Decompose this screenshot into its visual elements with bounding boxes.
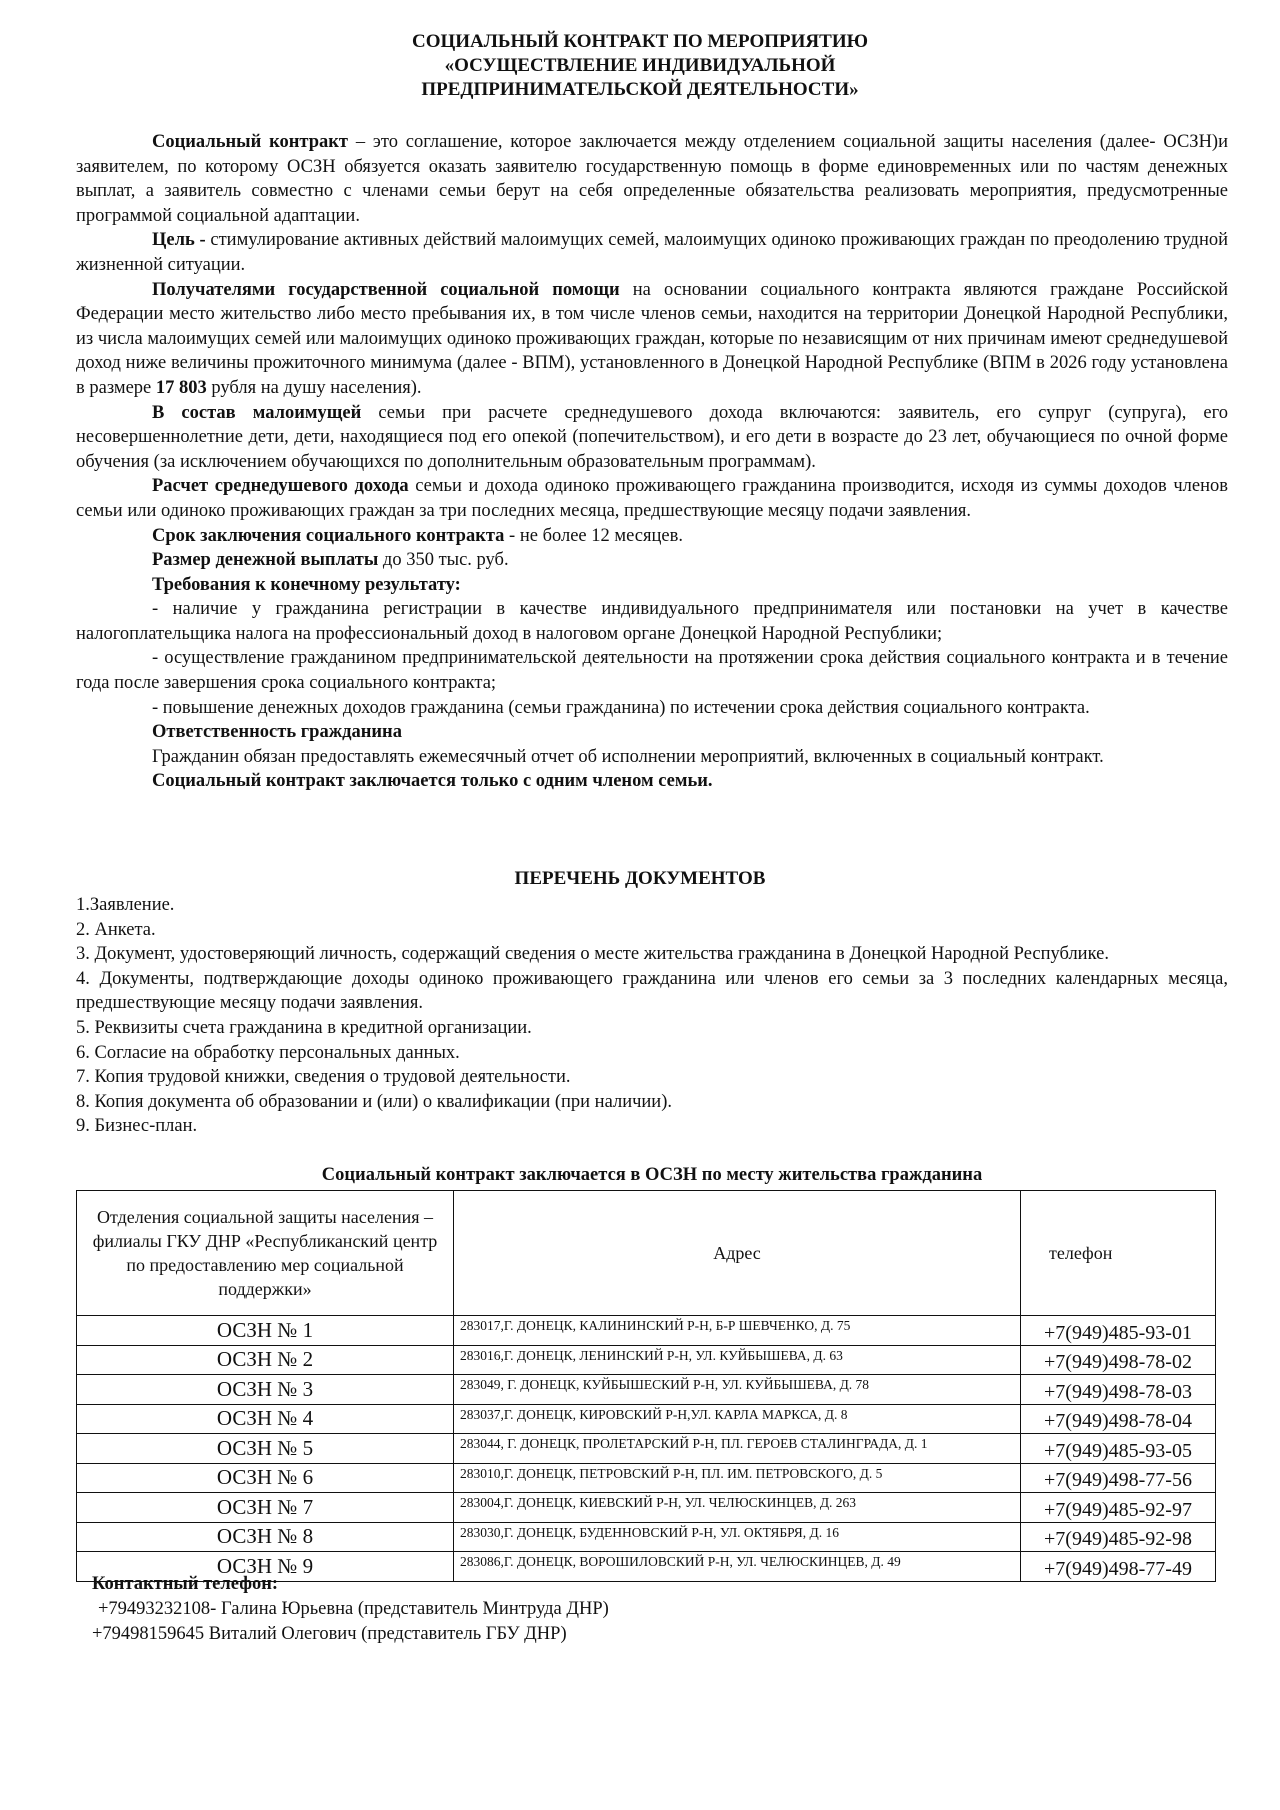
table-row xyxy=(77,1375,1216,1405)
contact-line-2: +79498159645 Виталий Олегович (представитель ГБУ ДНР) xyxy=(92,1624,567,1644)
definition-paragraph xyxy=(76,130,1228,228)
document-item: 6. Согласие на обработку персональных данных. xyxy=(76,1042,460,1063)
offices-table xyxy=(76,1190,1216,1582)
responsibility-heading: Ответственность гражданина xyxy=(152,722,402,743)
recipients-text: на основании социального контракта являются граждане Российской Федерации место жительство либо место пребывания их, в том числе членов семьи, находится на территории Донецкой Народной Республики, из числа малоимущих семей или малоимущих одиноко проживающих граждан, которые по независящим от них причинам имеют среднедушевой доход ниже величины прожиточного минимума (далее - ВПМ), установленного в Донецкой Народной Республике (ВПМ в 2026 году установлена в размере xyxy=(76,279,1228,398)
table-row xyxy=(77,1493,1216,1523)
one-member-note: Социальный контракт заключается только с одним членом семьи. xyxy=(152,771,713,792)
composition-text: семьи при расчете среднедушевого дохода включаются: заявитель, его супруг (супруга), его несовершеннолетние дети, дети, находящиеся под его опекой (попечительством), и его дети в возрасте до 23 лет, обучающиеся по очной форме обучения (за исключением обучающихся по дополнительным образовательным программам). xyxy=(76,402,1228,472)
calculation-paragraph xyxy=(76,474,1228,523)
office-name: ОСЗН № 7 xyxy=(77,1493,454,1523)
title-line-3: ПРЕДПРИНИМАТЕЛЬСКОЙ ДЕЯТЕЛЬНОСТИ» xyxy=(421,79,859,100)
goal-paragraph xyxy=(76,228,1228,277)
calculation-term: Расчет среднедушевого дохода xyxy=(152,476,409,497)
contacts-block xyxy=(92,1572,609,1647)
document-item: 5. Реквизиты счета гражданина в кредитной организации. xyxy=(76,1017,532,1038)
payment-term: Размер денежной выплаты xyxy=(152,550,379,571)
term-paragraph xyxy=(76,524,1228,549)
term-term: Срок заключения социального контракта xyxy=(152,525,505,546)
office-phone: +7(949)485-93-01 xyxy=(1021,1316,1216,1346)
payment-paragraph xyxy=(76,548,1228,573)
office-name: ОСЗН № 9 xyxy=(77,1552,454,1582)
contacts-heading: Контактный телефон: xyxy=(92,1574,279,1594)
document-item: 4. Документы, подтверждающие доходы одиноко проживающего гражданина или членов его семьи за 3 последних календарных месяца, предшествующие месяцу подачи заявления. xyxy=(76,968,1228,1014)
composition-term: В состав малоимущей xyxy=(152,402,362,423)
subsistence-amount: 17 803 xyxy=(155,377,207,398)
office-name: ОСЗН № 5 xyxy=(77,1434,454,1464)
office-address: 283030,Г. ДОНЕЦК, БУДЕННОВСКИЙ Р-Н, УЛ. ОКТЯБРЯ, Д. 16 xyxy=(454,1522,1021,1552)
recipients-text-end: рубля на душу населения). xyxy=(206,377,422,398)
table-row xyxy=(77,1434,1216,1464)
document-title xyxy=(60,30,1220,102)
table-row xyxy=(77,1345,1216,1375)
responsibility-text: Гражданин обязан предоставлять ежемесячный отчет об исполнении мероприятий, включенных в социальный контракт. xyxy=(152,746,1104,767)
office-address: 283010,Г. ДОНЕЦК, ПЕТРОВСКИЙ Р-Н, ПЛ. ИМ. ПЕТРОВСКОГО, Д. 5 xyxy=(454,1463,1021,1493)
office-name: ОСЗН № 2 xyxy=(77,1345,454,1375)
header-address: Адрес xyxy=(454,1191,1021,1316)
document-item: 9. Бизнес-план. xyxy=(76,1116,198,1137)
office-name: ОСЗН № 6 xyxy=(77,1463,454,1493)
definition-term: Социальный контракт xyxy=(152,132,349,152)
term-text: - не более 12 месяцев. xyxy=(504,525,683,546)
office-address: 283016,Г. ДОНЕЦК, ЛЕНИНСКИЙ Р-Н, УЛ. КУЙБЫШЕВА, Д. 63 xyxy=(454,1345,1021,1375)
goal-term: Цель - xyxy=(152,230,206,251)
header-phone: телефон xyxy=(1021,1191,1216,1316)
contact-line-1: +79493232108- Галина Юрьевна (представитель Минтруда ДНР) xyxy=(98,1599,609,1619)
office-phone: +7(949)498-78-04 xyxy=(1021,1404,1216,1434)
office-phone: +7(949)485-93-05 xyxy=(1021,1434,1216,1464)
table-row xyxy=(77,1463,1216,1493)
office-address: 283044, Г. ДОНЕЦК, ПРОЛЕТАРСКИЙ Р-Н, ПЛ. ГЕРОЕВ СТАЛИНГРАДА, Д. 1 xyxy=(454,1434,1021,1464)
requirement-item-1: - наличие у гражданина регистрации в качестве индивидуального предпринимателя или постановки на учет в качестве налогоплательщика налога на профессиональный доход в налоговом органе Донецкой Народной Республики; xyxy=(76,599,1228,644)
requirements-heading: Требования к конечному результату: xyxy=(152,574,461,595)
office-name: ОСЗН № 3 xyxy=(77,1375,454,1405)
requirement-item-3: - повышение денежных доходов гражданина (семьи гражданина) по истечении срока действия социального контракта. xyxy=(152,697,1090,718)
payment-text: до 350 тыс. руб. xyxy=(378,550,509,571)
composition-paragraph xyxy=(76,401,1228,475)
office-phone: +7(949)498-78-03 xyxy=(1021,1375,1216,1405)
office-phone: +7(949)498-77-56 xyxy=(1021,1463,1216,1493)
table-row xyxy=(77,1404,1216,1434)
office-phone: +7(949)485-92-97 xyxy=(1021,1493,1216,1523)
document-item: 8. Копия документа об образовании и (или) о квалификации (при наличии). xyxy=(76,1091,672,1112)
title-line-2: «ОСУЩЕСТВЛЕНИЕ ИНДИВИДУАЛЬНОЙ xyxy=(444,55,836,76)
office-name: ОСЗН № 8 xyxy=(77,1522,454,1552)
office-address: 283049, Г. ДОНЕЦК, КУЙБЫШЕСКИЙ Р-Н, УЛ. КУЙБЫШЕВА, Д. 78 xyxy=(454,1375,1021,1405)
office-address: 283004,Г. ДОНЕЦК, КИЕВСКИЙ Р-Н, УЛ. ЧЕЛЮСКИНЦЕВ, Д. 263 xyxy=(454,1493,1021,1523)
calculation-text: семьи и дохода одиноко проживающего гражданина производится, исходя из суммы доходов членов семьи или одиноко проживающих граждан за три последних месяца, предшествующие месяцу подачи заявления. xyxy=(76,476,1228,521)
office-phone: +7(949)498-77-49 xyxy=(1021,1552,1216,1582)
table-row xyxy=(77,1316,1216,1346)
document-item: 3. Документ, удостоверяющий личность, содержащий сведения о месте жительства гражданина в Донецкой Народной Республике. xyxy=(76,944,1109,965)
office-address: 283037,Г. ДОНЕЦК, КИРОВСКИЙ Р-Н,УЛ. КАРЛА МАРКСА, Д. 8 xyxy=(454,1404,1021,1434)
goal-text: стимулирование активных действий малоимущих семей, малоимущих одиноко проживающих граждан по преодолению трудной жизненной ситуации. xyxy=(76,230,1228,275)
document-item: 2. Анкета. xyxy=(76,919,156,940)
table-row xyxy=(77,1522,1216,1552)
table-header-row xyxy=(77,1191,1216,1316)
requirement-item-2: - осуществление гражданином предпринимательской деятельности на протяжении срока действия социального контракта и в течение года после завершения срока социального контракта; xyxy=(76,648,1228,694)
document-item: 1.Заявление. xyxy=(76,895,175,915)
office-name: ОСЗН № 4 xyxy=(77,1404,454,1434)
documents-list xyxy=(76,893,1228,1139)
documents-heading: ПЕРЕЧЕНЬ ДОКУМЕНТОВ xyxy=(514,868,766,889)
office-phone: +7(949)498-78-02 xyxy=(1021,1345,1216,1375)
header-office: Отделения социальной защиты населения – филиалы ГКУ ДНР «Республиканский центр по предоставлению мер социальной поддержки» xyxy=(77,1191,454,1316)
office-name: ОСЗН № 1 xyxy=(77,1316,454,1346)
office-phone: +7(949)485-92-98 xyxy=(1021,1522,1216,1552)
recipients-paragraph xyxy=(76,278,1228,401)
document-item: 7. Копия трудовой книжки, сведения о трудовой деятельности. xyxy=(76,1067,571,1088)
office-address: 283017,Г. ДОНЕЦК, КАЛИНИНСКИЙ Р-Н, Б-Р ШЕВЧЕНКО, Д. 75 xyxy=(454,1316,1021,1346)
recipients-term: Получателями государственной социальной помощи xyxy=(152,279,620,300)
contract-description xyxy=(76,130,1228,794)
definition-text: – это соглашение, которое заключается между отделением социальной защиты населения (далее- ОСЗН)и заявителем, по которому ОСЗН обязуется оказать заявителю государственную помощь в форме единовременных или по частям денежных выплат, а заявитель совместно с членами семьи берут на себя определенные обязательства реализовать мероприятия, предусмотренные программой социальной адаптации. xyxy=(76,132,1228,226)
table-caption: Социальный контракт заключается в ОСЗН по месту жительства гражданина xyxy=(321,1165,983,1185)
title-line-1: СОЦИАЛЬНЫЙ КОНТРАКТ ПО МЕРОПРИЯТИЮ xyxy=(411,31,868,52)
office-address: 283086,Г. ДОНЕЦК, ВОРОШИЛОВСКИЙ Р-Н, УЛ. ЧЕЛЮСКИНЦЕВ, Д. 49 xyxy=(454,1552,1021,1582)
